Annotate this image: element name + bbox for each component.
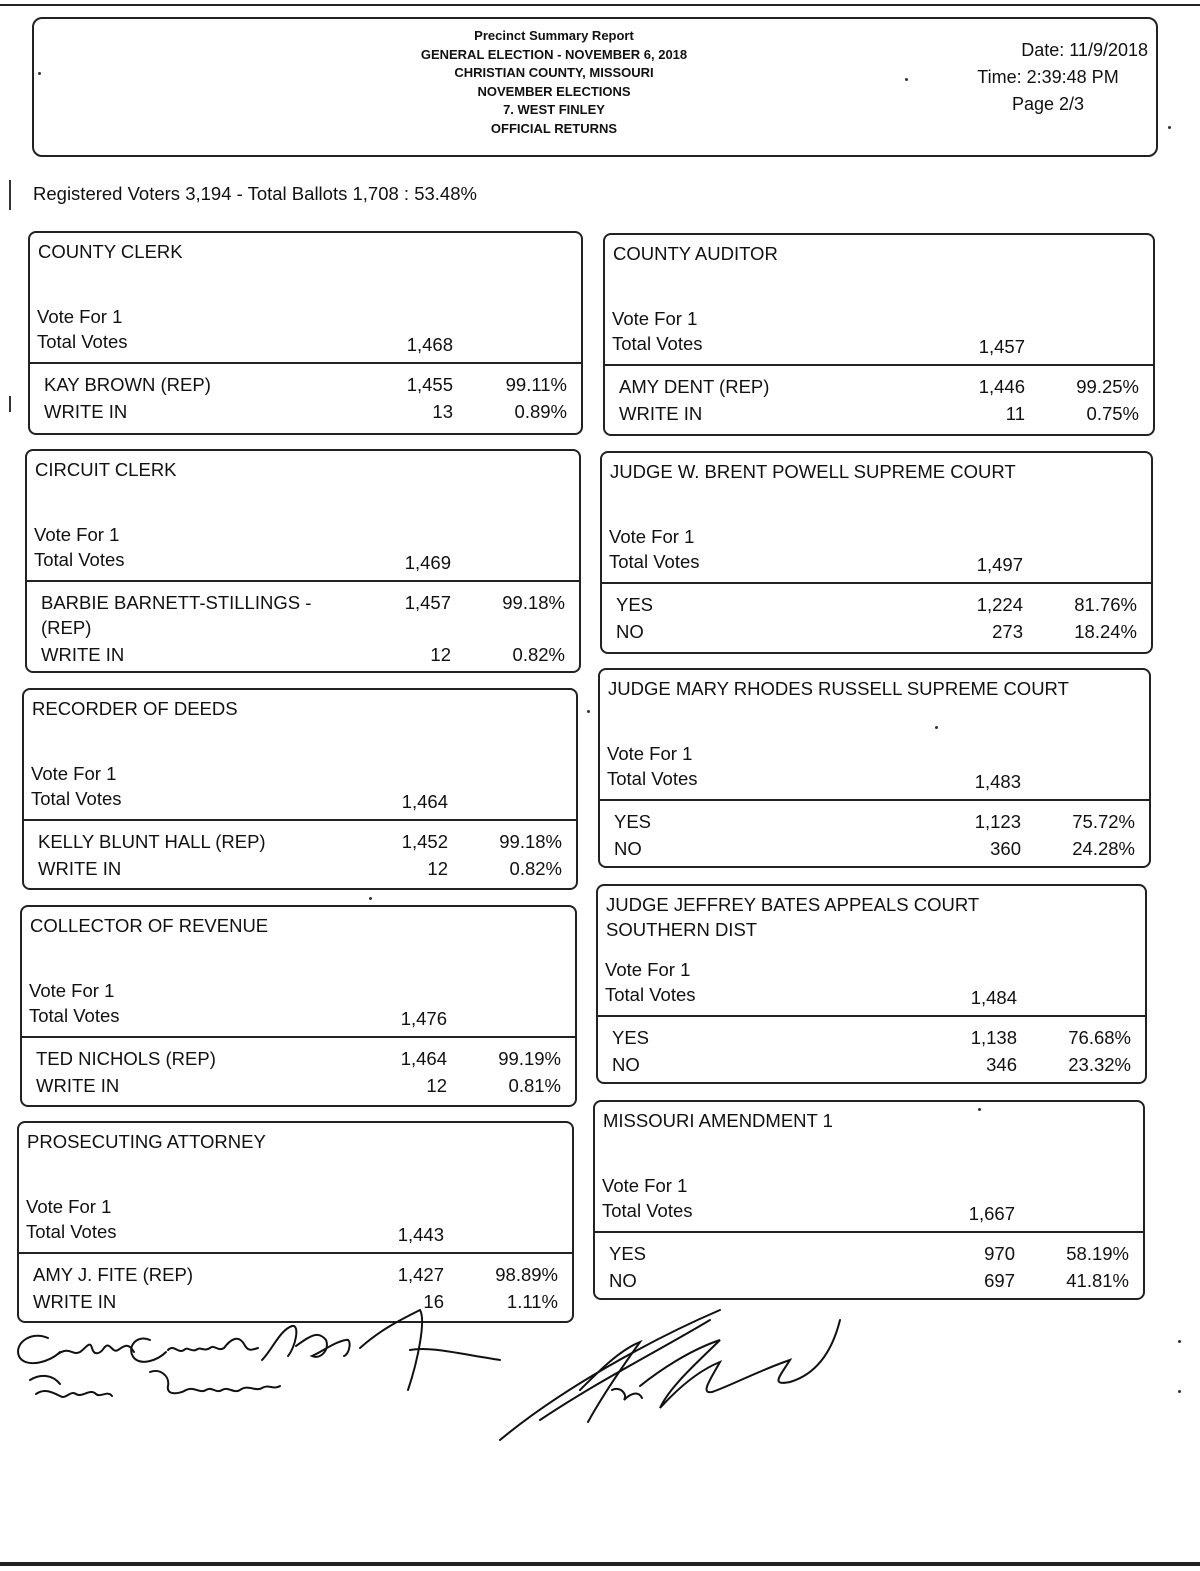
candidate-name-line: KAY BROWN (REP) xyxy=(44,374,211,395)
total-votes-value: 1,476 xyxy=(400,1008,447,1029)
candidate-percent: 99.18% xyxy=(502,592,565,613)
candidate-percent: 1.11% xyxy=(506,1291,558,1312)
total-votes-value: 1,468 xyxy=(406,334,453,355)
total-votes-label: Total Votes xyxy=(29,1005,120,1026)
candidate-name-line: BARBIE BARNETT-STILLINGS - xyxy=(41,592,312,613)
candidate-percent: 76.68% xyxy=(1068,1027,1131,1048)
race-box xyxy=(598,668,1151,868)
race-title-line: COUNTY CLERK xyxy=(38,241,183,262)
vote-for-label: Vote For 1 xyxy=(29,980,115,1001)
signatures xyxy=(0,1290,900,1460)
section-divider xyxy=(600,799,1149,801)
section-divider xyxy=(27,580,579,582)
vote-for-label: Vote For 1 xyxy=(607,743,693,764)
candidate-name xyxy=(38,856,121,881)
candidate-name-line: WRITE IN xyxy=(619,403,703,424)
page-edge xyxy=(0,1562,1200,1566)
candidate-votes: 1,452 xyxy=(401,831,448,852)
candidate-percent: 0.81% xyxy=(508,1075,561,1096)
candidate-percent: 99.19% xyxy=(498,1048,561,1069)
candidate-name-line: WRITE IN xyxy=(33,1291,117,1312)
candidate-votes: 1,457 xyxy=(404,592,451,613)
candidate-votes: 346 xyxy=(986,1054,1017,1075)
report-date: Date: 11/9/2018 xyxy=(1021,40,1148,60)
race-title xyxy=(610,459,1143,484)
race-title xyxy=(38,239,573,264)
candidate-name xyxy=(33,1262,193,1287)
race-title xyxy=(32,696,568,721)
scan-speck xyxy=(978,1108,981,1111)
candidate-percent: 24.28% xyxy=(1072,838,1135,859)
candidate-name xyxy=(36,1046,216,1071)
race-title-line: JUDGE MARY RHODES RUSSELL SUPREME COURT xyxy=(608,678,1069,699)
candidate-percent: 99.11% xyxy=(505,374,567,395)
race-box xyxy=(593,1100,1145,1300)
section-divider xyxy=(595,1231,1143,1233)
candidate-votes: 13 xyxy=(432,401,453,422)
total-votes-value: 1,469 xyxy=(404,552,451,573)
candidate-name-line: (REP) xyxy=(41,617,92,638)
candidate-name xyxy=(612,1052,640,1077)
signature-1 xyxy=(18,1310,500,1397)
returns-status: OFFICIAL RETURNS xyxy=(490,120,618,136)
candidate-name-line: YES xyxy=(616,594,654,615)
candidate-name xyxy=(36,1073,119,1098)
race-box xyxy=(20,905,577,1107)
race-title-line: COLLECTOR OF REVENUE xyxy=(30,915,269,936)
total-votes-value: 1,464 xyxy=(401,791,448,812)
candidate-name xyxy=(614,809,651,834)
total-votes-label: Total Votes xyxy=(609,551,700,572)
candidate-votes: 697 xyxy=(984,1270,1015,1291)
candidate-percent: 41.81% xyxy=(1066,1270,1129,1291)
total-votes-value: 1,667 xyxy=(968,1203,1015,1224)
vote-for-label: Vote For 1 xyxy=(602,1175,688,1196)
candidate-votes: 12 xyxy=(426,1075,447,1096)
vote-for-label: Vote For 1 xyxy=(609,526,695,547)
candidate-percent: 75.72% xyxy=(1072,811,1135,832)
race-title-line: MISSOURI AMENDMENT 1 xyxy=(603,1110,833,1131)
race-title-line: SOUTHERN DIST xyxy=(606,919,758,940)
signature-2 xyxy=(500,1310,840,1440)
race-box xyxy=(596,884,1147,1084)
candidate-votes: 12 xyxy=(430,644,451,665)
scan-speck xyxy=(1168,126,1171,129)
candidate-name-line: WRITE IN xyxy=(44,401,128,422)
candidate-name-line: WRITE IN xyxy=(38,858,122,879)
section-divider xyxy=(605,364,1153,366)
report-title: Precinct Summary Report xyxy=(474,28,634,43)
election-group: NOVEMBER ELECTIONS xyxy=(477,83,631,99)
candidate-percent: 99.18% xyxy=(499,831,562,852)
total-votes-label: Total Votes xyxy=(31,788,122,809)
scan-speck xyxy=(905,78,908,81)
scan-speck xyxy=(369,897,372,900)
race-box xyxy=(600,451,1153,654)
candidate-votes: 970 xyxy=(984,1243,1015,1264)
total-votes-label: Total Votes xyxy=(34,549,125,570)
section-divider xyxy=(24,819,576,821)
race-title-line: JUDGE W. BRENT POWELL SUPREME COURT xyxy=(610,461,1016,482)
section-divider xyxy=(598,1015,1145,1017)
total-votes-label: Total Votes xyxy=(602,1200,693,1221)
race-title xyxy=(603,1108,1135,1133)
scan-speck xyxy=(935,726,938,729)
total-votes-value: 1,443 xyxy=(397,1224,444,1245)
candidate-votes: 1,464 xyxy=(400,1048,447,1069)
vote-for-label: Vote For 1 xyxy=(26,1196,112,1217)
total-votes-label: Total Votes xyxy=(26,1221,117,1242)
candidate-votes: 16 xyxy=(423,1291,444,1312)
candidate-name xyxy=(612,1025,649,1050)
race-box xyxy=(22,688,578,890)
candidate-votes: 1,224 xyxy=(976,594,1023,615)
candidate-votes: 1,446 xyxy=(978,376,1025,397)
precinct-name: 7. WEST FINLEY xyxy=(503,102,605,117)
candidate-percent: 98.89% xyxy=(495,1264,558,1285)
candidate-name xyxy=(609,1241,646,1266)
candidate-votes: 11 xyxy=(1005,403,1025,424)
candidate-percent: 0.82% xyxy=(512,644,565,665)
section-divider xyxy=(19,1252,572,1254)
candidate-name xyxy=(616,592,653,617)
total-votes-label: Total Votes xyxy=(612,333,703,354)
candidate-name-line: NO xyxy=(614,838,642,859)
candidate-votes: 1,123 xyxy=(974,811,1021,832)
candidate-votes: 1,427 xyxy=(397,1264,444,1285)
candidate-name-line: NO xyxy=(612,1054,640,1075)
section-divider xyxy=(22,1036,575,1038)
race-title-line: CIRCUIT CLERK xyxy=(35,459,177,480)
candidate-percent: 23.32% xyxy=(1068,1054,1131,1075)
registration-summary: Registered Voters 3,194 - Total Ballots 1,708 : 53.48% xyxy=(33,183,477,204)
candidate-name-line: AMY DENT (REP) xyxy=(619,376,770,397)
scan-speck xyxy=(1178,1340,1181,1343)
candidate-name-line: YES xyxy=(609,1243,647,1264)
race-box xyxy=(603,233,1155,436)
candidate-name-line: AMY J. FITE (REP) xyxy=(33,1264,194,1285)
scan-speck xyxy=(1178,1390,1181,1393)
vote-for-label: Vote For 1 xyxy=(31,763,117,784)
total-votes-value: 1,484 xyxy=(970,987,1017,1008)
candidate-name-line: WRITE IN xyxy=(36,1075,120,1096)
report-header xyxy=(32,17,1158,157)
election-name: GENERAL ELECTION - NOVEMBER 6, 2018 xyxy=(420,46,688,62)
section-divider xyxy=(602,582,1151,584)
race-title-line: JUDGE JEFFREY BATES APPEALS COURT xyxy=(606,894,980,915)
candidate-votes: 12 xyxy=(427,858,448,879)
candidate-name-line: NO xyxy=(616,621,644,642)
total-votes-label: Total Votes xyxy=(607,768,698,789)
section-divider xyxy=(30,362,581,364)
candidate-votes: 273 xyxy=(992,621,1023,642)
total-votes-label: Total Votes xyxy=(37,331,128,352)
candidate-name-line: TED NICHOLS (REP) xyxy=(36,1048,216,1069)
candidate-name xyxy=(41,642,124,667)
candidate-percent: 99.25% xyxy=(1076,376,1139,397)
candidate-name xyxy=(619,374,769,399)
report-title-block xyxy=(334,27,774,138)
race-box xyxy=(25,449,581,673)
vote-for-label: Vote For 1 xyxy=(37,306,123,327)
candidate-name-line: NO xyxy=(609,1270,637,1291)
candidate-name xyxy=(38,829,266,854)
candidate-percent: 18.24% xyxy=(1074,621,1137,642)
candidate-votes: 1,138 xyxy=(970,1027,1017,1048)
race-title xyxy=(608,676,1141,701)
scan-mark xyxy=(9,396,11,412)
candidate-percent: 0.75% xyxy=(1086,403,1139,424)
vote-for-label: Vote For 1 xyxy=(605,959,691,980)
candidate-percent: 0.89% xyxy=(514,401,567,422)
total-votes-value: 1,497 xyxy=(976,554,1023,575)
race-title xyxy=(35,457,571,482)
county-name: CHRISTIAN COUNTY, MISSOURI xyxy=(454,65,654,80)
candidate-name-line: YES xyxy=(612,1027,650,1048)
candidate-name-line: KELLY BLUNT HALL (REP) xyxy=(38,831,266,852)
race-title xyxy=(27,1129,564,1154)
candidate-percent: 81.76% xyxy=(1074,594,1137,615)
candidate-percent: 0.82% xyxy=(509,858,562,879)
vote-for-label: Vote For 1 xyxy=(612,308,698,329)
race-title-line: COUNTY AUDITOR xyxy=(613,243,778,264)
page-number: Page 2/3 xyxy=(1011,94,1085,114)
vote-for-label: Vote For 1 xyxy=(34,524,120,545)
race-title xyxy=(606,892,1137,942)
race-title xyxy=(30,913,567,938)
candidate-votes: 1,455 xyxy=(406,374,453,395)
race-title-line: PROSECUTING ATTORNEY xyxy=(27,1131,266,1152)
scan-speck xyxy=(587,710,590,713)
total-votes-value: 1,483 xyxy=(974,771,1021,792)
race-box xyxy=(28,231,583,435)
candidate-percent: 58.19% xyxy=(1066,1243,1129,1264)
report-meta xyxy=(948,37,1148,118)
scan-mark xyxy=(9,180,11,210)
candidate-name xyxy=(41,590,311,640)
candidate-name xyxy=(616,619,644,644)
candidate-name-line: WRITE IN xyxy=(41,644,125,665)
page-edge xyxy=(0,4,1200,6)
race-title-line: RECORDER OF DEEDS xyxy=(32,698,238,719)
scan-speck xyxy=(38,72,41,75)
candidate-name-line: YES xyxy=(614,811,652,832)
candidate-votes: 360 xyxy=(990,838,1021,859)
candidate-name xyxy=(44,399,127,424)
total-votes-value: 1,457 xyxy=(978,336,1025,357)
total-votes-label: Total Votes xyxy=(605,984,696,1005)
candidate-name xyxy=(614,836,642,861)
candidate-name xyxy=(44,372,211,397)
candidate-name xyxy=(619,401,702,426)
report-time: Time: 2:39:48 PM xyxy=(977,67,1119,87)
race-title xyxy=(613,241,1145,266)
